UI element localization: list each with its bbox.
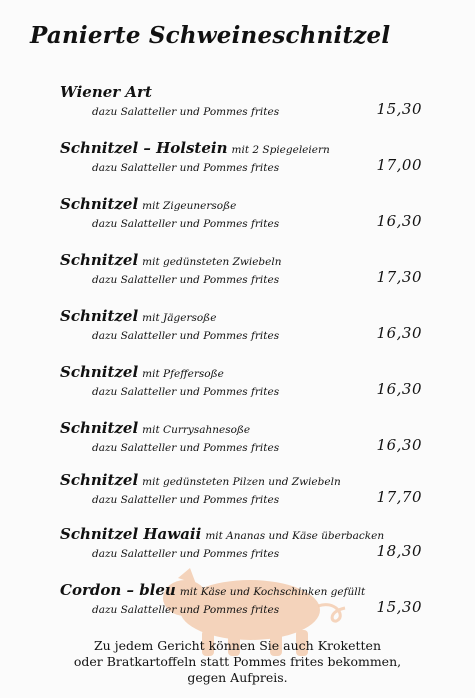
dish-price: 16,30	[376, 380, 422, 398]
dish-sides: dazu Salatteller und Pommes frites	[92, 604, 280, 616]
dish-name: Schnitzel – Holstein	[60, 139, 228, 157]
dish-extra: mit Ananas und Käse überbacken	[205, 530, 385, 542]
dish-extra: mit Käse und Kochschinken gefüllt	[179, 586, 366, 598]
dish-extra: mit gedünsteten Pilzen und Zwiebeln	[142, 476, 341, 488]
dish-name-row	[60, 524, 384, 543]
dish-name-row	[60, 418, 250, 437]
dish-name: Schnitzel	[60, 251, 139, 269]
dish-extra: mit 2 Spiegeleiern	[231, 144, 330, 156]
dish-name: Schnitzel	[60, 195, 139, 213]
dish-price: 15,30	[376, 100, 422, 118]
dish-extra: mit Jägersoße	[142, 312, 217, 324]
dish-name: Schnitzel	[60, 363, 139, 381]
dish-name: Schnitzel	[60, 471, 139, 489]
dish-sides: dazu Salatteller und Pommes frites	[92, 330, 280, 342]
dish-name-row	[60, 138, 330, 157]
dish-sides: dazu Salatteller und Pommes frites	[92, 494, 280, 506]
dish-name: Wiener Art	[60, 83, 152, 101]
dish-sides: dazu Salatteller und Pommes frites	[92, 274, 280, 286]
footer-line: oder Bratkartoffeln statt Pommes frites bekommen,	[73, 654, 402, 669]
dish-name-row	[60, 194, 236, 213]
dish-price: 16,30	[376, 436, 422, 454]
dish-price: 16,30	[376, 324, 422, 342]
dish-sides: dazu Salatteller und Pommes frites	[92, 106, 280, 118]
dish-sides: dazu Salatteller und Pommes frites	[92, 386, 280, 398]
dish-price: 17,30	[376, 268, 422, 286]
footer-line: gegen Aufpreis.	[187, 670, 288, 685]
dish-name-row	[60, 82, 156, 101]
dish-name: Schnitzel	[60, 419, 139, 437]
dish-name: Schnitzel	[60, 307, 139, 325]
dish-extra: mit Pfeffersoße	[142, 368, 224, 380]
dish-name: Schnitzel Hawaii	[60, 525, 202, 543]
menu-title: Panierte Schweineschnitzel	[30, 22, 391, 49]
dish-extra: mit gedünsteten Zwiebeln	[142, 256, 282, 268]
dish-name-row	[60, 470, 341, 489]
footer-note	[40, 638, 435, 686]
dish-price: 17,00	[376, 156, 422, 174]
dish-price: 15,30	[376, 598, 422, 616]
dish-name: Cordon – bleu	[60, 581, 176, 599]
dish-name-row	[60, 250, 282, 269]
dish-sides: dazu Salatteller und Pommes frites	[92, 442, 280, 454]
dish-name-row	[60, 306, 216, 325]
dish-extra: mit Currysahnesoße	[142, 424, 251, 436]
dish-sides: dazu Salatteller und Pommes frites	[92, 218, 280, 230]
dish-price: 18,30	[376, 542, 422, 560]
dish-name-row	[60, 362, 224, 381]
dish-name-row	[60, 580, 365, 599]
dish-sides: dazu Salatteller und Pommes frites	[92, 162, 280, 174]
dish-price: 17,70	[376, 488, 422, 506]
dish-price: 16,30	[376, 212, 422, 230]
dish-sides: dazu Salatteller und Pommes frites	[92, 548, 280, 560]
dish-extra: mit Zigeunersoße	[142, 200, 237, 212]
footer-line: Zu jedem Gericht können Sie auch Kroketten	[94, 638, 381, 653]
